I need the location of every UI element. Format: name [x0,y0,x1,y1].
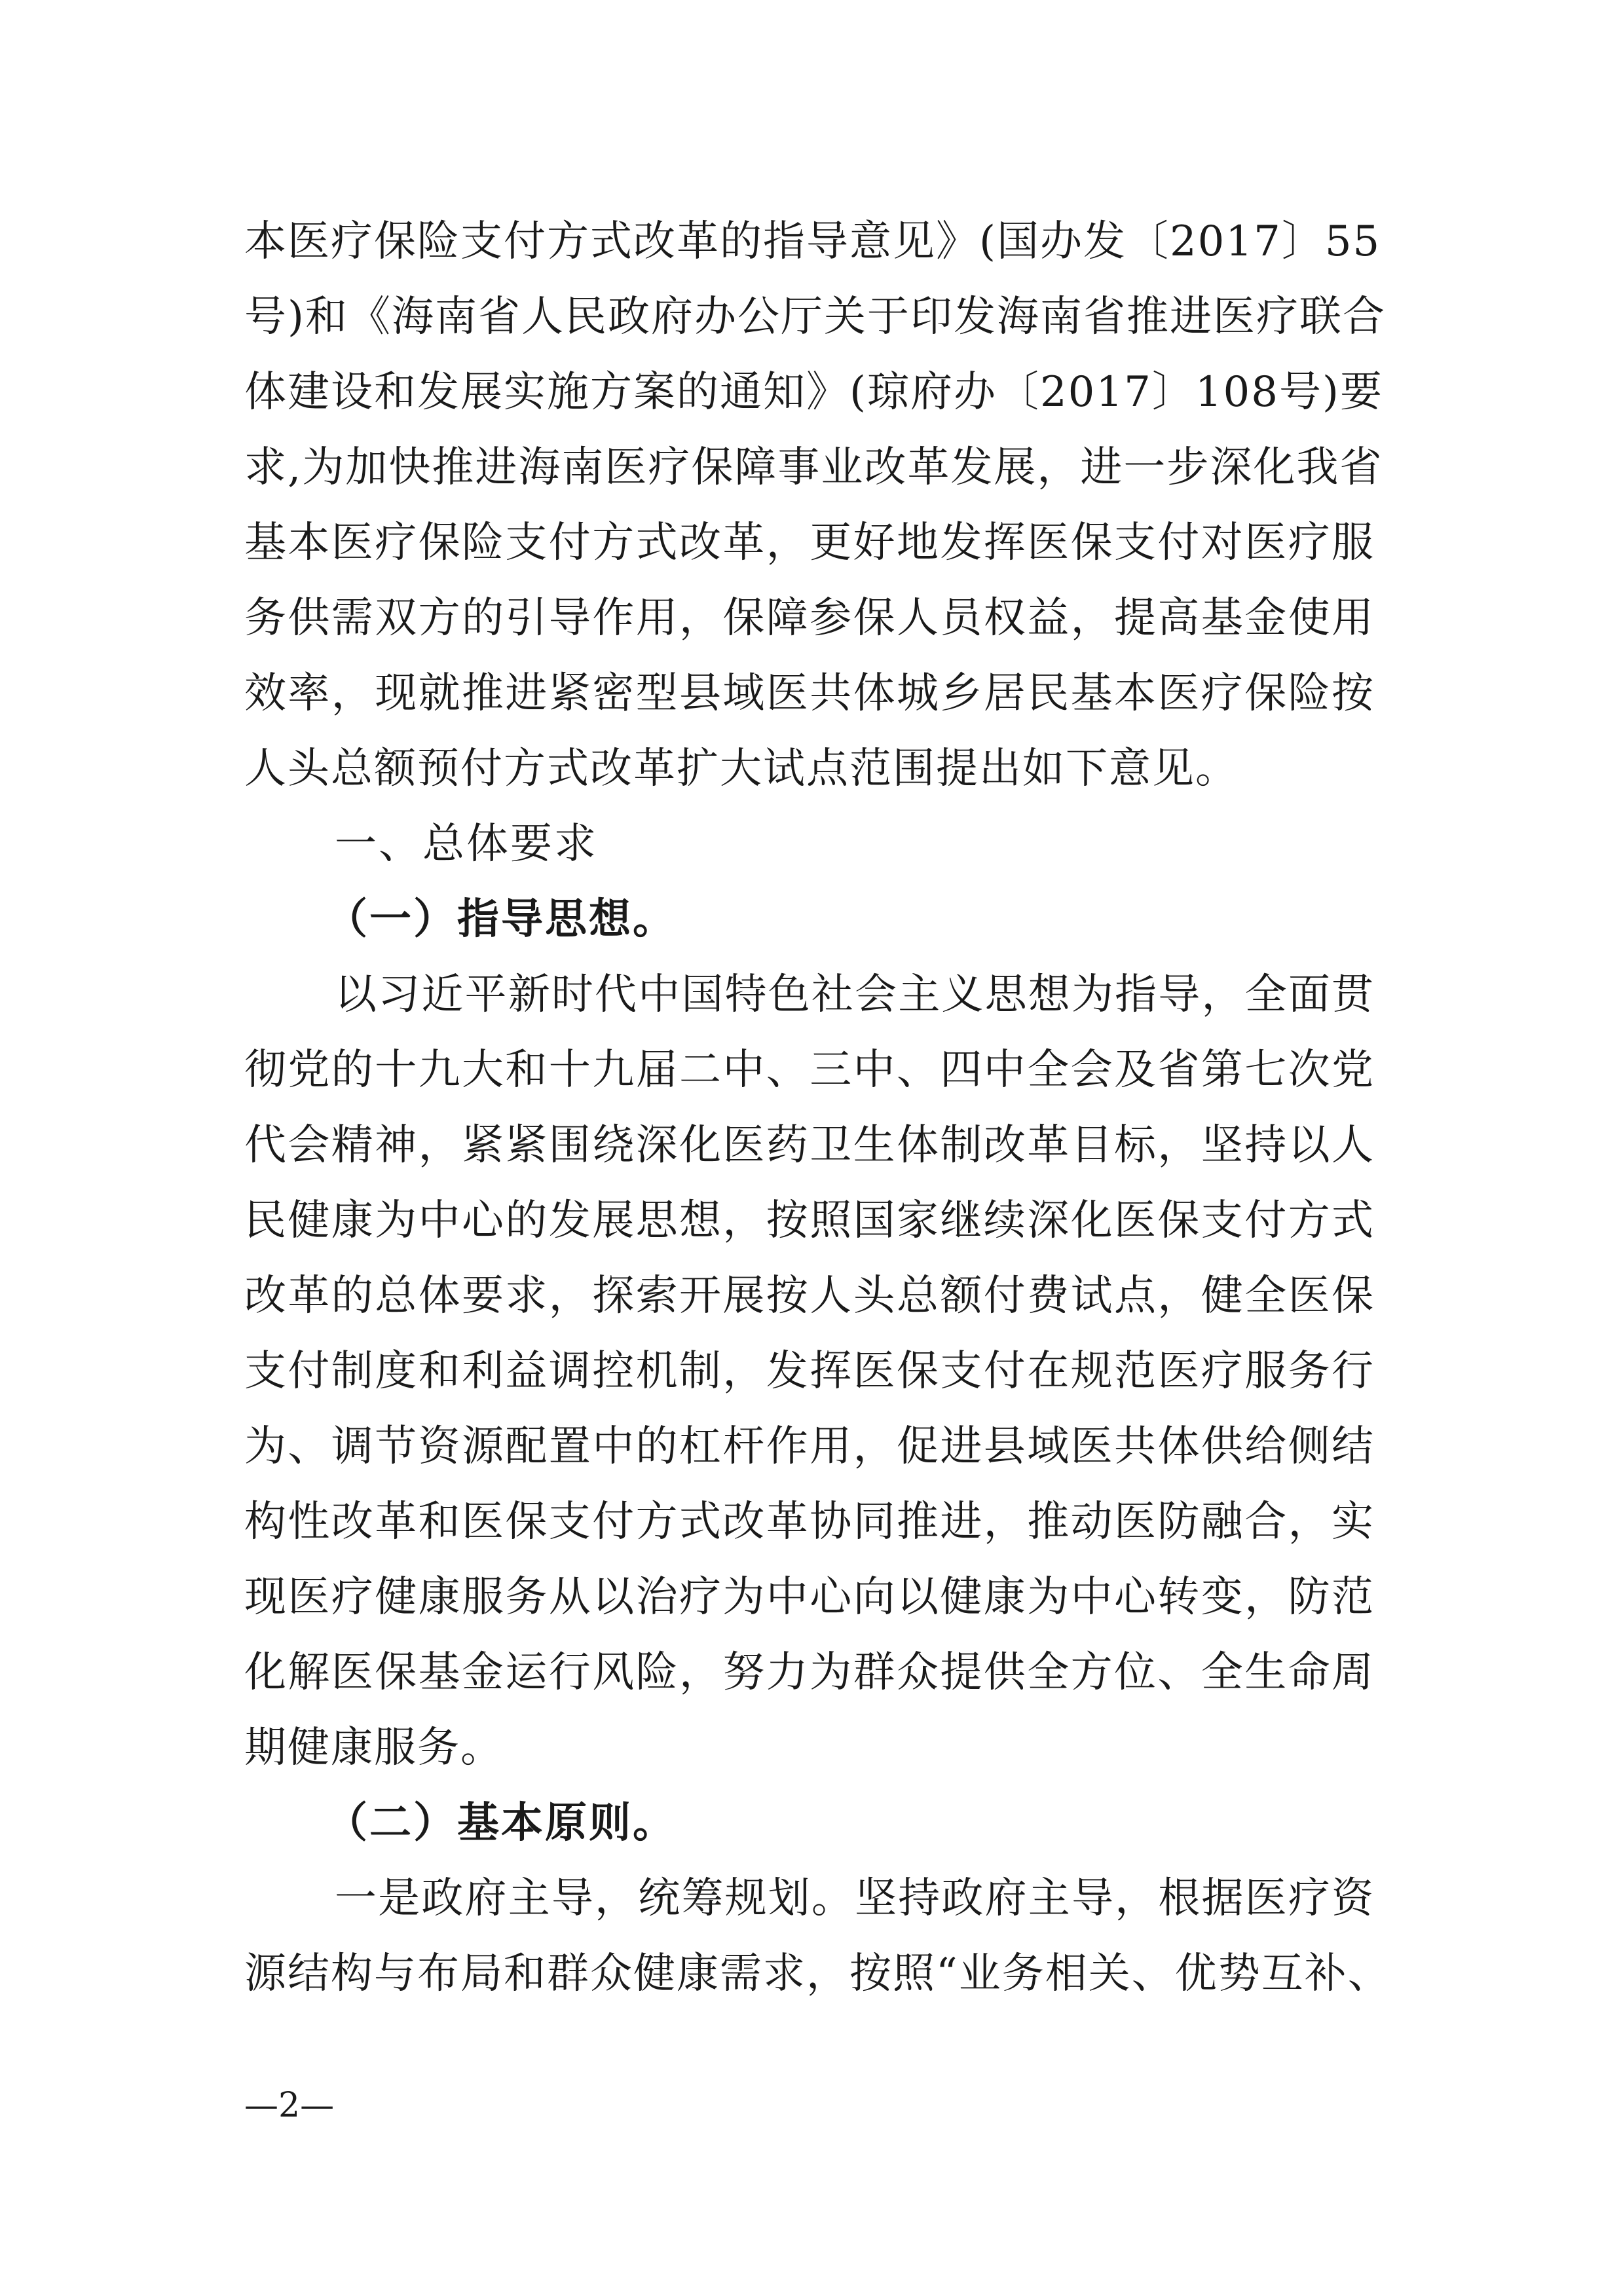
para1-line-8: 人头总额预付方式改革扩大试点范围提出如下意见。 [244,745,1239,793]
para2-line-9: 现医疗健康服务从以治疗为中心向以健康为中心转变，防范 [244,1573,1375,1621]
para2-line-2: 彻党的十九大和十九届二中、三中、四中全会及省第七次党 [244,1046,1375,1094]
para2-line-1: 以习近平新时代中国特色社会主义思想为指导，全面贯 [335,971,1375,1019]
section-heading-1: 一、总体要求 [335,820,598,868]
para1-line-2: 号)和《海南省人民政府办公厅关于印发海南省推进医疗联合 [244,293,1386,341]
para1-line-5: 基本医疗保险支付方式改革，更好地发挥医保支付对医疗服 [244,519,1375,567]
para2-line-4: 民健康为中心的发展思想，按照国家继续深化医保支付方式 [244,1196,1375,1245]
para2-line-6: 支付制度和利益调控机制，发挥医保支付在规范医疗服务行 [244,1347,1375,1396]
para1-line-1: 本医疗保险支付方式改革的指导意见》(国办发〔2017〕55 [244,217,1381,266]
subsection-heading-1: （一）指导思想。 [326,895,677,944]
para1-line-3: 体建设和发展实施方案的通知》(琼府办〔2017〕108号)要 [244,368,1383,417]
para3-line-1: 一是政府主导，统筹规划。坚持政府主导，根据医疗资 [335,1874,1375,1923]
para3-line-2: 源结构与布局和群众健康需求，按照“业务相关、优势互补、 [244,1950,1391,1998]
para1-line-4: 求,为加快推进海南医疗保障事业改革发展，进一步深化我省 [244,443,1383,492]
para2-line-8: 构性改革和医保支付方式改革协同推进，推动医防融合，实 [244,1498,1375,1546]
para1-line-7: 效率，现就推进紧密型县域医共体城乡居民基本医疗保险按 [244,669,1375,718]
para2-line-5: 改革的总体要求，探索开展按人头总额付费试点，健全医保 [244,1272,1375,1320]
para2-line-11: 期健康服务。 [244,1724,504,1772]
subsection-heading-2: （二）基本原则。 [326,1799,677,1847]
para1-line-6: 务供需双方的引导作用，保障参保人员权益，提高基金使用 [244,594,1375,642]
para2-line-10: 化解医保基金运行风险，努力为群众提供全方位、全生命周 [244,1648,1375,1697]
para2-line-7: 为、调节资源配置中的杠杆作用，促进县域医共体供给侧结 [244,1422,1375,1471]
page-number: —2— [244,2086,335,2125]
para2-line-3: 代会精神，紧紧围绕深化医药卫生体制改革目标，坚持以人 [244,1121,1375,1170]
